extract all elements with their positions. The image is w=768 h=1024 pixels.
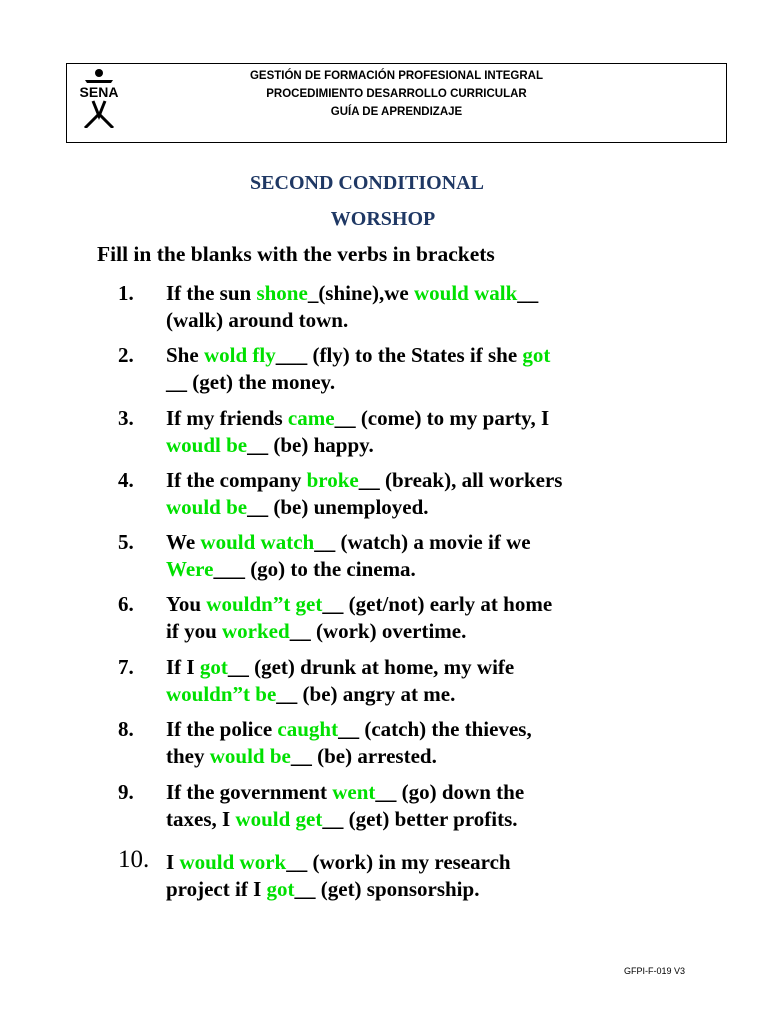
document-header <box>66 63 727 143</box>
page-title: SECOND CONDITIONAL <box>250 172 484 194</box>
answer-text: wold fly <box>203 343 276 367</box>
item-line <box>166 342 726 369</box>
item-line <box>166 556 726 583</box>
header-line-2: PROCEDIMIENTO DESARROLLO CURRICULAR <box>266 88 527 100</box>
prompt-text: We <box>166 530 201 554</box>
prompt-text: __ (go) down the <box>375 780 525 804</box>
header-line-3: GUÍA DE APRENDIZAJE <box>330 106 463 118</box>
prompt-text: _(shine),we <box>307 281 414 305</box>
prompt-text: If the government <box>166 780 333 804</box>
prompt-text: __ (be) angry at me. <box>276 682 456 706</box>
answer-text: worked <box>222 619 290 643</box>
header-line-1: GESTIÓN DE FORMACIÓN PROFESIONAL INTEGRAL <box>249 70 544 82</box>
prompt-text: __ (come) to my party, I <box>334 406 550 430</box>
item-number: 8. <box>118 717 134 741</box>
item-text <box>166 591 726 645</box>
answer-text: would work <box>179 850 287 874</box>
page-subtitle: WORSHOP <box>330 208 436 230</box>
prompt-text: __ (get/not) early at home <box>322 592 553 616</box>
prompt-text: You <box>166 592 207 616</box>
item-line <box>166 743 726 770</box>
prompt-text: If my friends <box>166 406 288 430</box>
answer-text: would get <box>235 807 323 831</box>
answer-text: caught <box>277 717 339 741</box>
answer-text: wouldn”t get <box>206 592 323 616</box>
prompt-text: __ (be) arrested. <box>290 744 437 768</box>
item-line <box>166 876 726 903</box>
item-number: 2. <box>118 343 134 367</box>
item-line <box>166 405 726 432</box>
item-line <box>166 681 726 708</box>
prompt-text: they <box>166 744 210 768</box>
item-line <box>166 529 726 556</box>
header-lines <box>67 67 726 121</box>
prompt-text: __ (get) better profits. <box>322 807 518 831</box>
item-number: 4. <box>118 468 134 492</box>
answer-text: went <box>332 780 376 804</box>
footer-code: GFPI-F-019 V3 <box>624 966 686 976</box>
item-number: 1. <box>118 281 134 305</box>
answer-text: got <box>199 655 228 679</box>
prompt-text: __ <box>517 281 539 305</box>
item-line <box>166 849 726 876</box>
item-text <box>166 849 726 903</box>
prompt-text: __ (watch) a movie if we <box>314 530 531 554</box>
item-text <box>166 467 726 521</box>
item-line <box>166 806 726 833</box>
item-text <box>166 405 726 459</box>
answer-text: would watch <box>200 530 315 554</box>
answer-text: got <box>266 877 295 901</box>
prompt-text: If the company <box>166 468 307 492</box>
answer-text: broke <box>306 468 359 492</box>
item-number: 5. <box>118 530 134 554</box>
prompt-text: I <box>166 850 180 874</box>
instructions: Fill in the blanks with the verbs in brackets <box>97 242 495 266</box>
item-text <box>166 716 726 770</box>
prompt-text: __ (get) the money. <box>166 370 336 394</box>
prompt-text: project if I <box>166 877 267 901</box>
answer-text: shone <box>256 281 308 305</box>
item-number: 3. <box>118 406 134 430</box>
answer-text: Were <box>166 557 214 581</box>
item-number: 10. <box>118 846 150 873</box>
prompt-text: __ (get) drunk at home, my wife <box>227 655 515 679</box>
logo-text: SENA <box>79 84 119 100</box>
item-line <box>166 654 726 681</box>
item-text <box>166 779 726 833</box>
answer-text: would be <box>166 495 248 519</box>
prompt-text: __ (catch) the thieves, <box>338 717 532 741</box>
item-line <box>166 494 726 521</box>
prompt-text: If the sun <box>166 281 257 305</box>
answer-text: woudl be <box>166 433 248 457</box>
item-line <box>166 618 726 645</box>
prompt-text: __ (work) in my research <box>286 850 511 874</box>
answer-text: wouldn”t be <box>166 682 277 706</box>
answer-text: came <box>287 406 335 430</box>
item-number: 7. <box>118 655 134 679</box>
item-line <box>166 467 726 494</box>
answer-text: would be <box>209 744 291 768</box>
item-text <box>166 529 726 583</box>
prompt-text: (walk) around town. <box>166 308 349 332</box>
item-number: 6. <box>118 592 134 616</box>
item-text <box>166 654 726 708</box>
item-text <box>166 342 726 396</box>
prompt-text: ___ (fly) to the States if she <box>275 343 523 367</box>
prompt-text: __ (be) unemployed. <box>247 495 429 519</box>
item-line <box>166 280 726 307</box>
item-line <box>166 779 726 806</box>
item-line <box>166 432 726 459</box>
prompt-text: If the police <box>166 717 278 741</box>
answer-text: got <box>522 343 551 367</box>
item-line <box>166 307 726 334</box>
prompt-text: She <box>166 343 204 367</box>
prompt-text: __ (work) overtime. <box>289 619 467 643</box>
prompt-text: ___ (go) to the cinema. <box>213 557 416 581</box>
prompt-text: __ (break), all workers <box>358 468 563 492</box>
item-number: 9. <box>118 780 134 804</box>
item-line <box>166 591 726 618</box>
item-line <box>166 369 726 396</box>
prompt-text: if you <box>166 619 223 643</box>
prompt-text: __ (get) sponsorship. <box>294 877 480 901</box>
prompt-text: taxes, I <box>166 807 236 831</box>
item-text <box>166 280 726 334</box>
answer-text: would walk <box>413 281 518 305</box>
item-line <box>166 716 726 743</box>
prompt-text: If I <box>166 655 200 679</box>
prompt-text: __ (be) happy. <box>247 433 374 457</box>
